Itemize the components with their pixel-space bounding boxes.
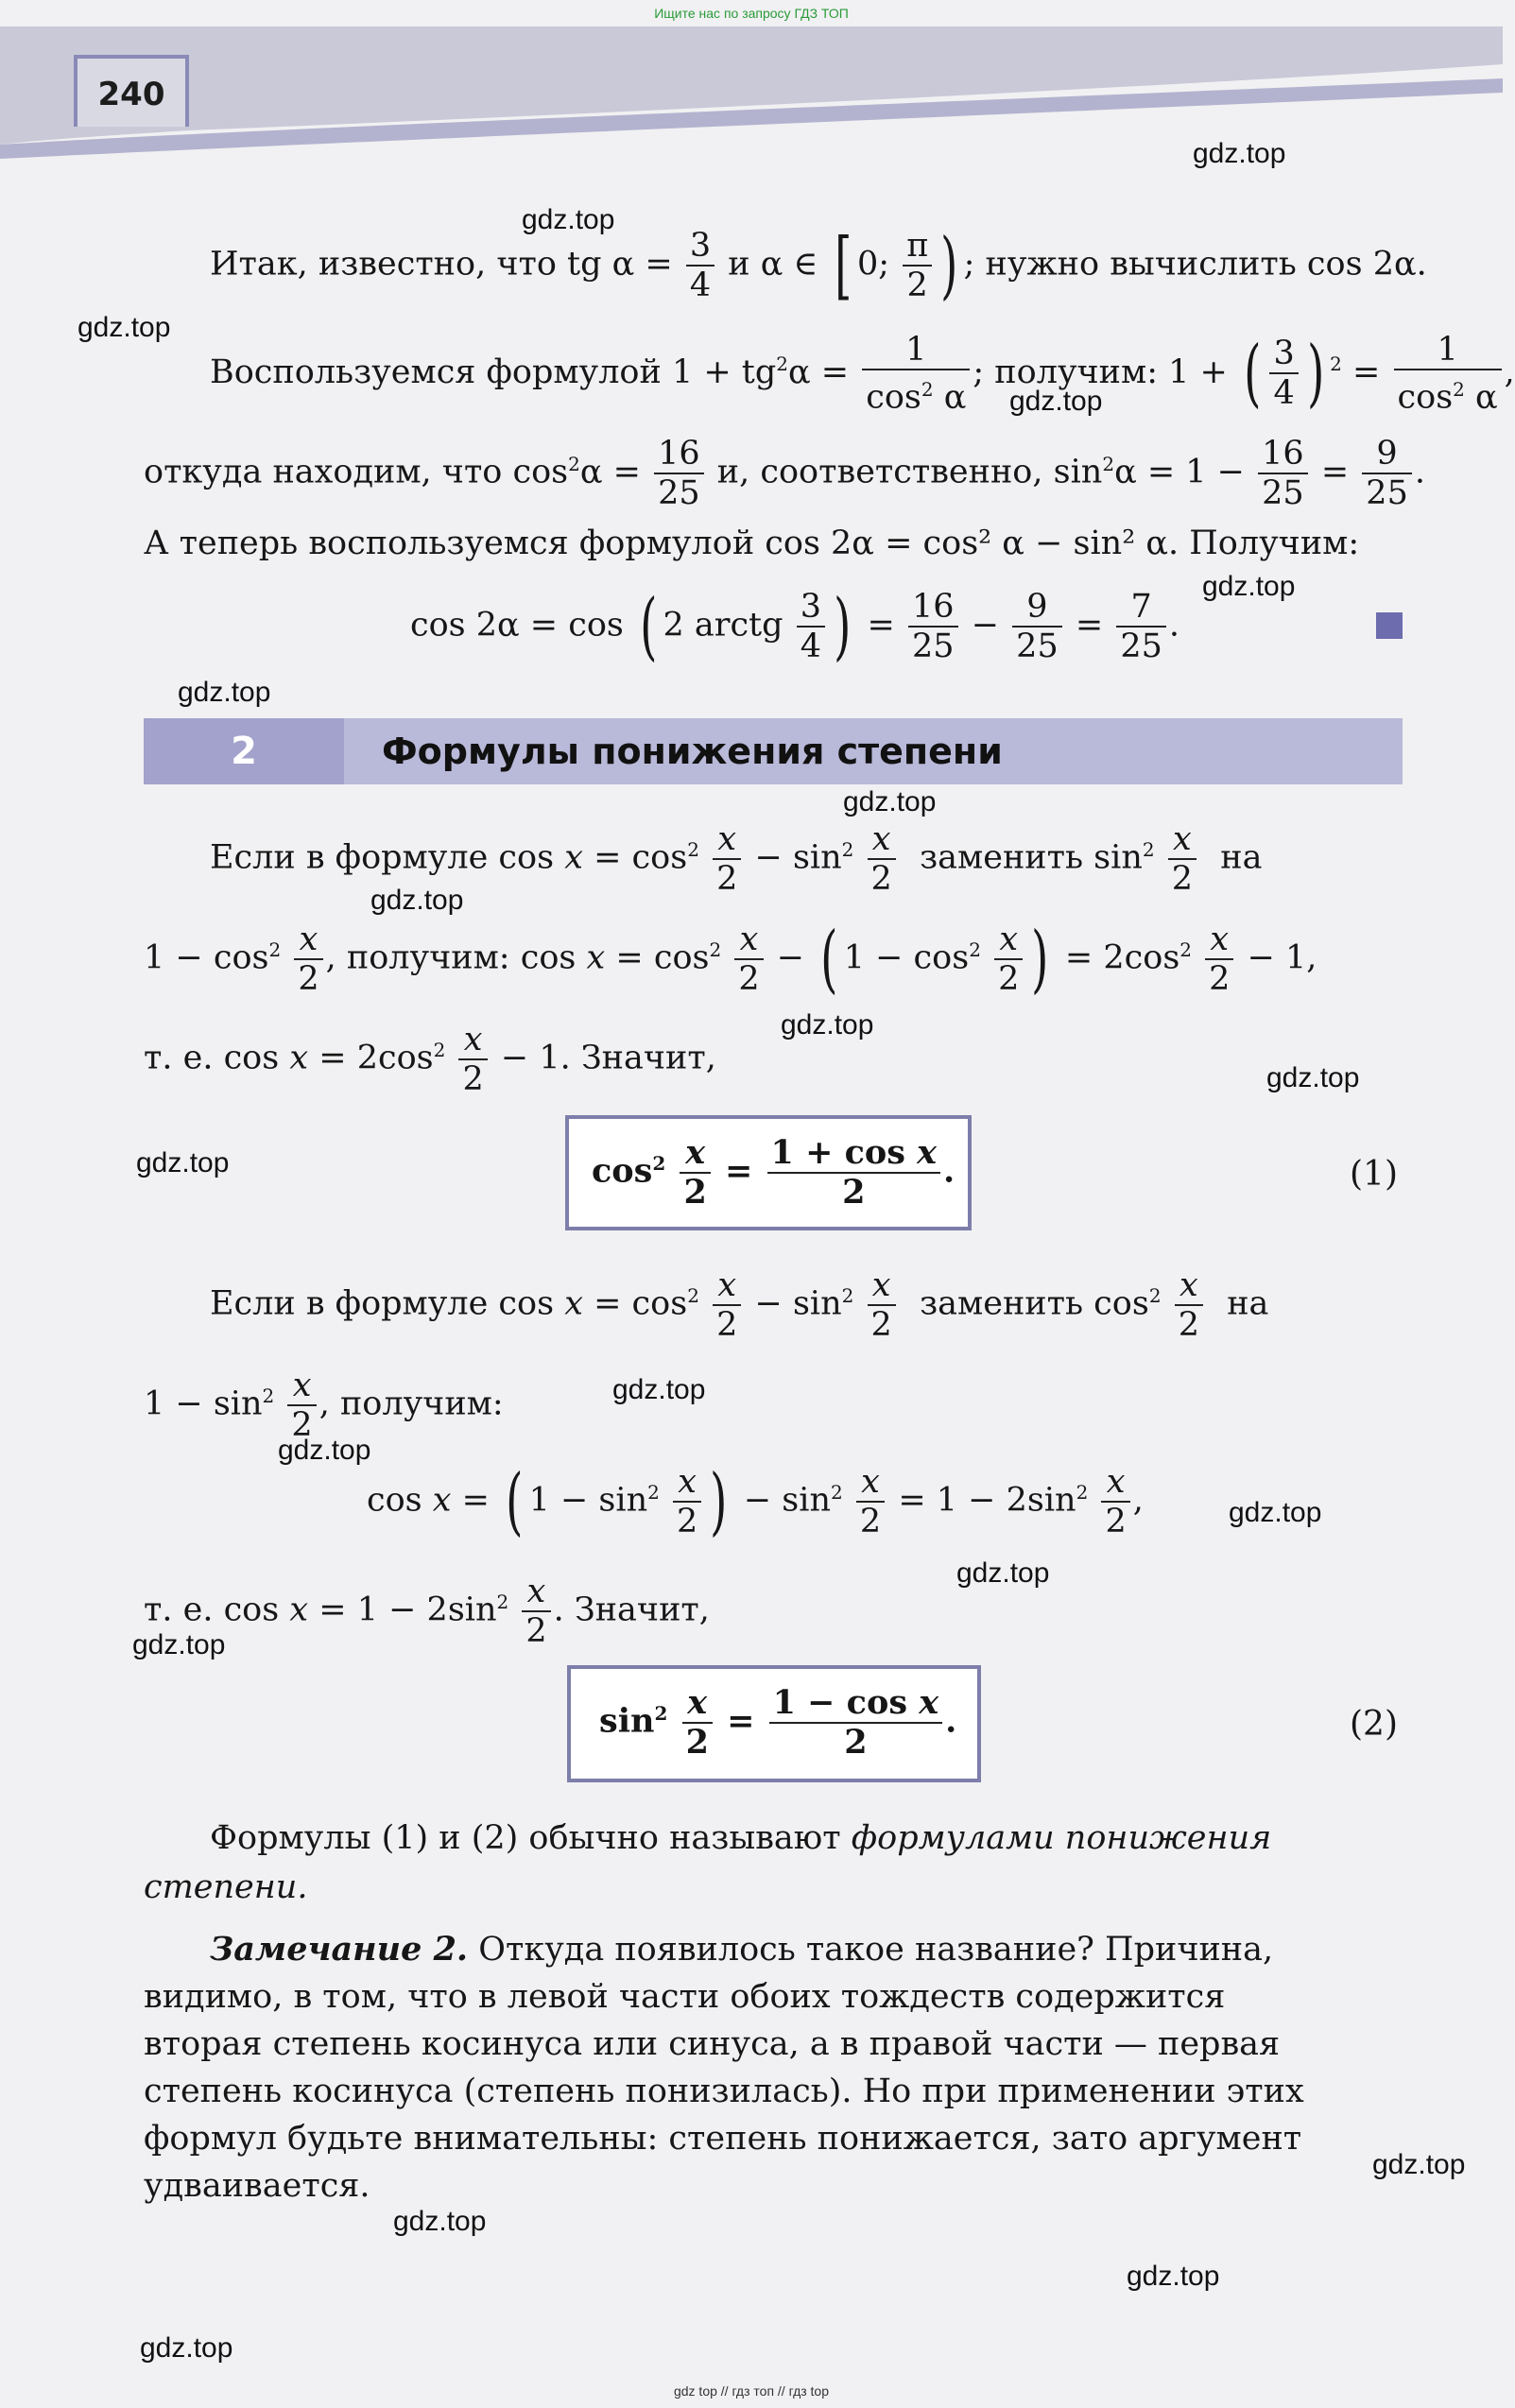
top-notice: Ищите нас по запросу ГДЗ ТОП (654, 6, 849, 21)
fraction: $\frac{3}{4}$ (1269, 335, 1298, 412)
paragraph-hence-2: т. е. $\cos x = 1 - 2\sin^2$ $\frac{x}{2}$ . Значит, (144, 1573, 710, 1650)
fraction: $\frac{\pi}{2}$ (903, 227, 932, 304)
watermark: gdz.top (1127, 2261, 1220, 2292)
fraction: $\frac{x}{2}$ (1101, 1463, 1129, 1540)
watermark: gdz.top (278, 1435, 371, 1466)
watermark: gdz.top (843, 786, 937, 817)
fraction: $\frac{x}{2}$ (458, 1021, 487, 1098)
watermark: gdz.top (522, 204, 615, 235)
remark-line-3: вторая степень косинуса или синуса, а в правой части — первая (144, 2025, 1281, 2063)
equation-label-2: (2) (1350, 1705, 1398, 1744)
fraction: $\frac{16}{25}$ (908, 588, 958, 665)
paragraph-then: А теперь воспользуемся формулой cos 2α = cos² α − sin² α. Получим: (144, 525, 1360, 562)
watermark: gdz.top (132, 1629, 226, 1660)
fraction: $\frac{1}{\cos^2 \alpha}$ (862, 331, 970, 417)
watermark: gdz.top (77, 312, 171, 343)
formula-box-2: $\sin^2$ $\frac{x}{2}$ = $\frac{\text{1 − cos x}}{2}$ . (567, 1665, 981, 1782)
section-title: Формулы понижения степени (382, 731, 1003, 772)
formula-cos2a: cos 2α = cos ( 2 arctg $\frac{3}{4}$ ) = $\frac{16}{25}$ − $\frac{9}{25}$ = $\frac{7}{25}$ . (410, 584, 1180, 669)
fraction: $\frac{x}{2}$ (680, 1134, 710, 1212)
fraction: $\frac{x}{2}$ (1175, 1266, 1203, 1344)
formula-box-1: $\cos^2$ $\frac{x}{2}$ = $\frac{\text{1 + cos x}}{2}$ . (565, 1115, 972, 1230)
fraction: $\frac{\text{1 − cos x}}{2}$ (769, 1684, 942, 1762)
fraction: $\frac{x}{2}$ (294, 920, 322, 998)
fraction: $\frac{x}{2}$ (713, 1266, 741, 1344)
watermark: gdz.top (1009, 386, 1103, 417)
section-number: 2 (144, 718, 344, 784)
fraction: $\frac{7}{25}$ (1116, 588, 1166, 665)
paragraph-get-cosx: $1 - \cos^2$ $\frac{x}{2}$ , получим: $\cos x = \cos^2$ $\frac{x}{2}$ − ( $1 - \cos^2$ $\frac{x}{2}$ ) = $2\cos^2$ $\frac{x}{2}$ − 1, (144, 917, 1317, 1002)
paragraph-formulas-name: Формулы (1) и (2) обычно называют формулами понижения (210, 1819, 1272, 1857)
fraction: $\frac{x}{2}$ (994, 920, 1023, 998)
paragraph-get-2: $1 - \sin^2$ $\frac{x}{2}$ , получим: (144, 1367, 504, 1444)
header-band (0, 26, 1503, 149)
remark-line-6: удваивается. (144, 2167, 370, 2205)
watermark: gdz.top (393, 2206, 487, 2237)
fraction: $\frac{\text{1 + cos x}}{2}$ (767, 1134, 940, 1212)
fraction: $\frac{x}{2}$ (682, 1684, 713, 1762)
watermark: gdz.top (140, 2332, 233, 2364)
paragraph-given: Итак, известно, что tg α = $\frac{3}{4}$ и α ∈ [ 0; $\frac{\pi}{2}$ ) ; нужно вычислить cos 2α. (210, 223, 1427, 308)
fraction: $\frac{x}{2}$ (287, 1367, 316, 1444)
fraction: $\frac{16}{25}$ (654, 435, 704, 512)
fraction: $\frac{9}{25}$ (1012, 588, 1062, 665)
fraction: $\frac{x}{2}$ (1168, 820, 1197, 898)
remark-line-5: формул будьте внимательны: степень понижается, зато аргумент (144, 2120, 1302, 2158)
watermark: gdz.top (1193, 138, 1286, 169)
fraction: $\frac{x}{2}$ (734, 920, 763, 998)
footer-notice: gdz top // гдз топ // гдз top (673, 2383, 830, 2399)
watermark: gdz.top (1229, 1497, 1322, 1528)
fraction: $\frac{9}{25}$ (1362, 435, 1412, 512)
fraction: $\frac{x}{2}$ (522, 1573, 550, 1650)
remark-line-1: Замечание 2. Откуда появилось такое название? Причина, (210, 1930, 1274, 1969)
remark-line-2: видимо, в том, что в левой части обоих тождеств содержится (144, 1978, 1226, 2016)
watermark: gdz.top (781, 1009, 874, 1041)
watermark: gdz.top (1202, 571, 1296, 602)
paragraph-hence-1: т. е. $\cos x = 2\cos^2$ $\frac{x}{2}$ − 1. Значит, (144, 1021, 716, 1098)
paragraph-if-replace-sin: Если в формуле $\cos x = \cos^2$ $\frac{x}{2}$ − $\sin^2$ $\frac{x}{2}$ заменить $\sin^2$ $\frac{x}{2}$ на (210, 820, 1263, 898)
watermark: gdz.top (136, 1147, 230, 1178)
watermark: gdz.top (956, 1557, 1050, 1589)
fraction: $\frac{16}{25}$ (1258, 435, 1308, 512)
paragraph-formulas-name-2: степени. (144, 1868, 308, 1906)
end-of-example-mark (1376, 612, 1403, 639)
equation-label-1: (1) (1350, 1155, 1398, 1194)
fraction: $\frac{3}{4}$ (797, 588, 825, 665)
fraction: $\frac{x}{2}$ (868, 1266, 896, 1344)
page-number: 240 (74, 55, 189, 127)
fraction: $\frac{x}{2}$ (856, 1463, 885, 1540)
paragraph-formula-use: Воспользуемся формулой $1 + tg^2\alpha$ = $\frac{1}{\cos^2 \alpha}$ ; получим: 1 + ( $\frac{3}{4}$ ) $^2$ = $\frac{1}{\cos^2 \alpha}$ , (210, 331, 1515, 417)
watermark: gdz.top (370, 885, 464, 916)
fraction: $\frac{x}{2}$ (673, 1463, 701, 1540)
watermark: gdz.top (612, 1374, 706, 1405)
watermark: gdz.top (1266, 1062, 1360, 1093)
remark-line-4: степень косинуса (степень понизилась). Но при применении этих (144, 2073, 1304, 2110)
fraction: $\frac{x}{2}$ (868, 820, 896, 898)
fraction: $\frac{3}{4}$ (686, 227, 714, 304)
formula-cosx: cos x = ( $1 - \sin^2$ $\frac{x}{2}$ ) − $\sin^2$ $\frac{x}{2}$ = $1 - 2\sin^2$ $\frac{x}{2}$ , (367, 1459, 1144, 1544)
paragraph-if-replace-cos: Если в формуле $\cos x = \cos^2$ $\frac{x}{2}$ − $\sin^2$ $\frac{x}{2}$ заменить $\cos^2$ $\frac{x}{2}$ на (210, 1266, 1269, 1344)
remark-title: Замечание 2. (210, 1930, 469, 1969)
paragraph-cos-squared: откуда находим, что $\cos^2\alpha$ = $\frac{16}{25}$ и, соответственно, $\sin^2\alpha = 1$ − $\frac{16}{25}$ = $\frac{9}{25}$ . (144, 435, 1425, 512)
watermark: gdz.top (178, 677, 271, 708)
watermark: gdz.top (1372, 2149, 1466, 2180)
fraction: $\frac{x}{2}$ (1205, 920, 1233, 998)
fraction: $\frac{1}{\cos^2 \alpha}$ (1394, 331, 1502, 417)
fraction: $\frac{x}{2}$ (713, 820, 741, 898)
